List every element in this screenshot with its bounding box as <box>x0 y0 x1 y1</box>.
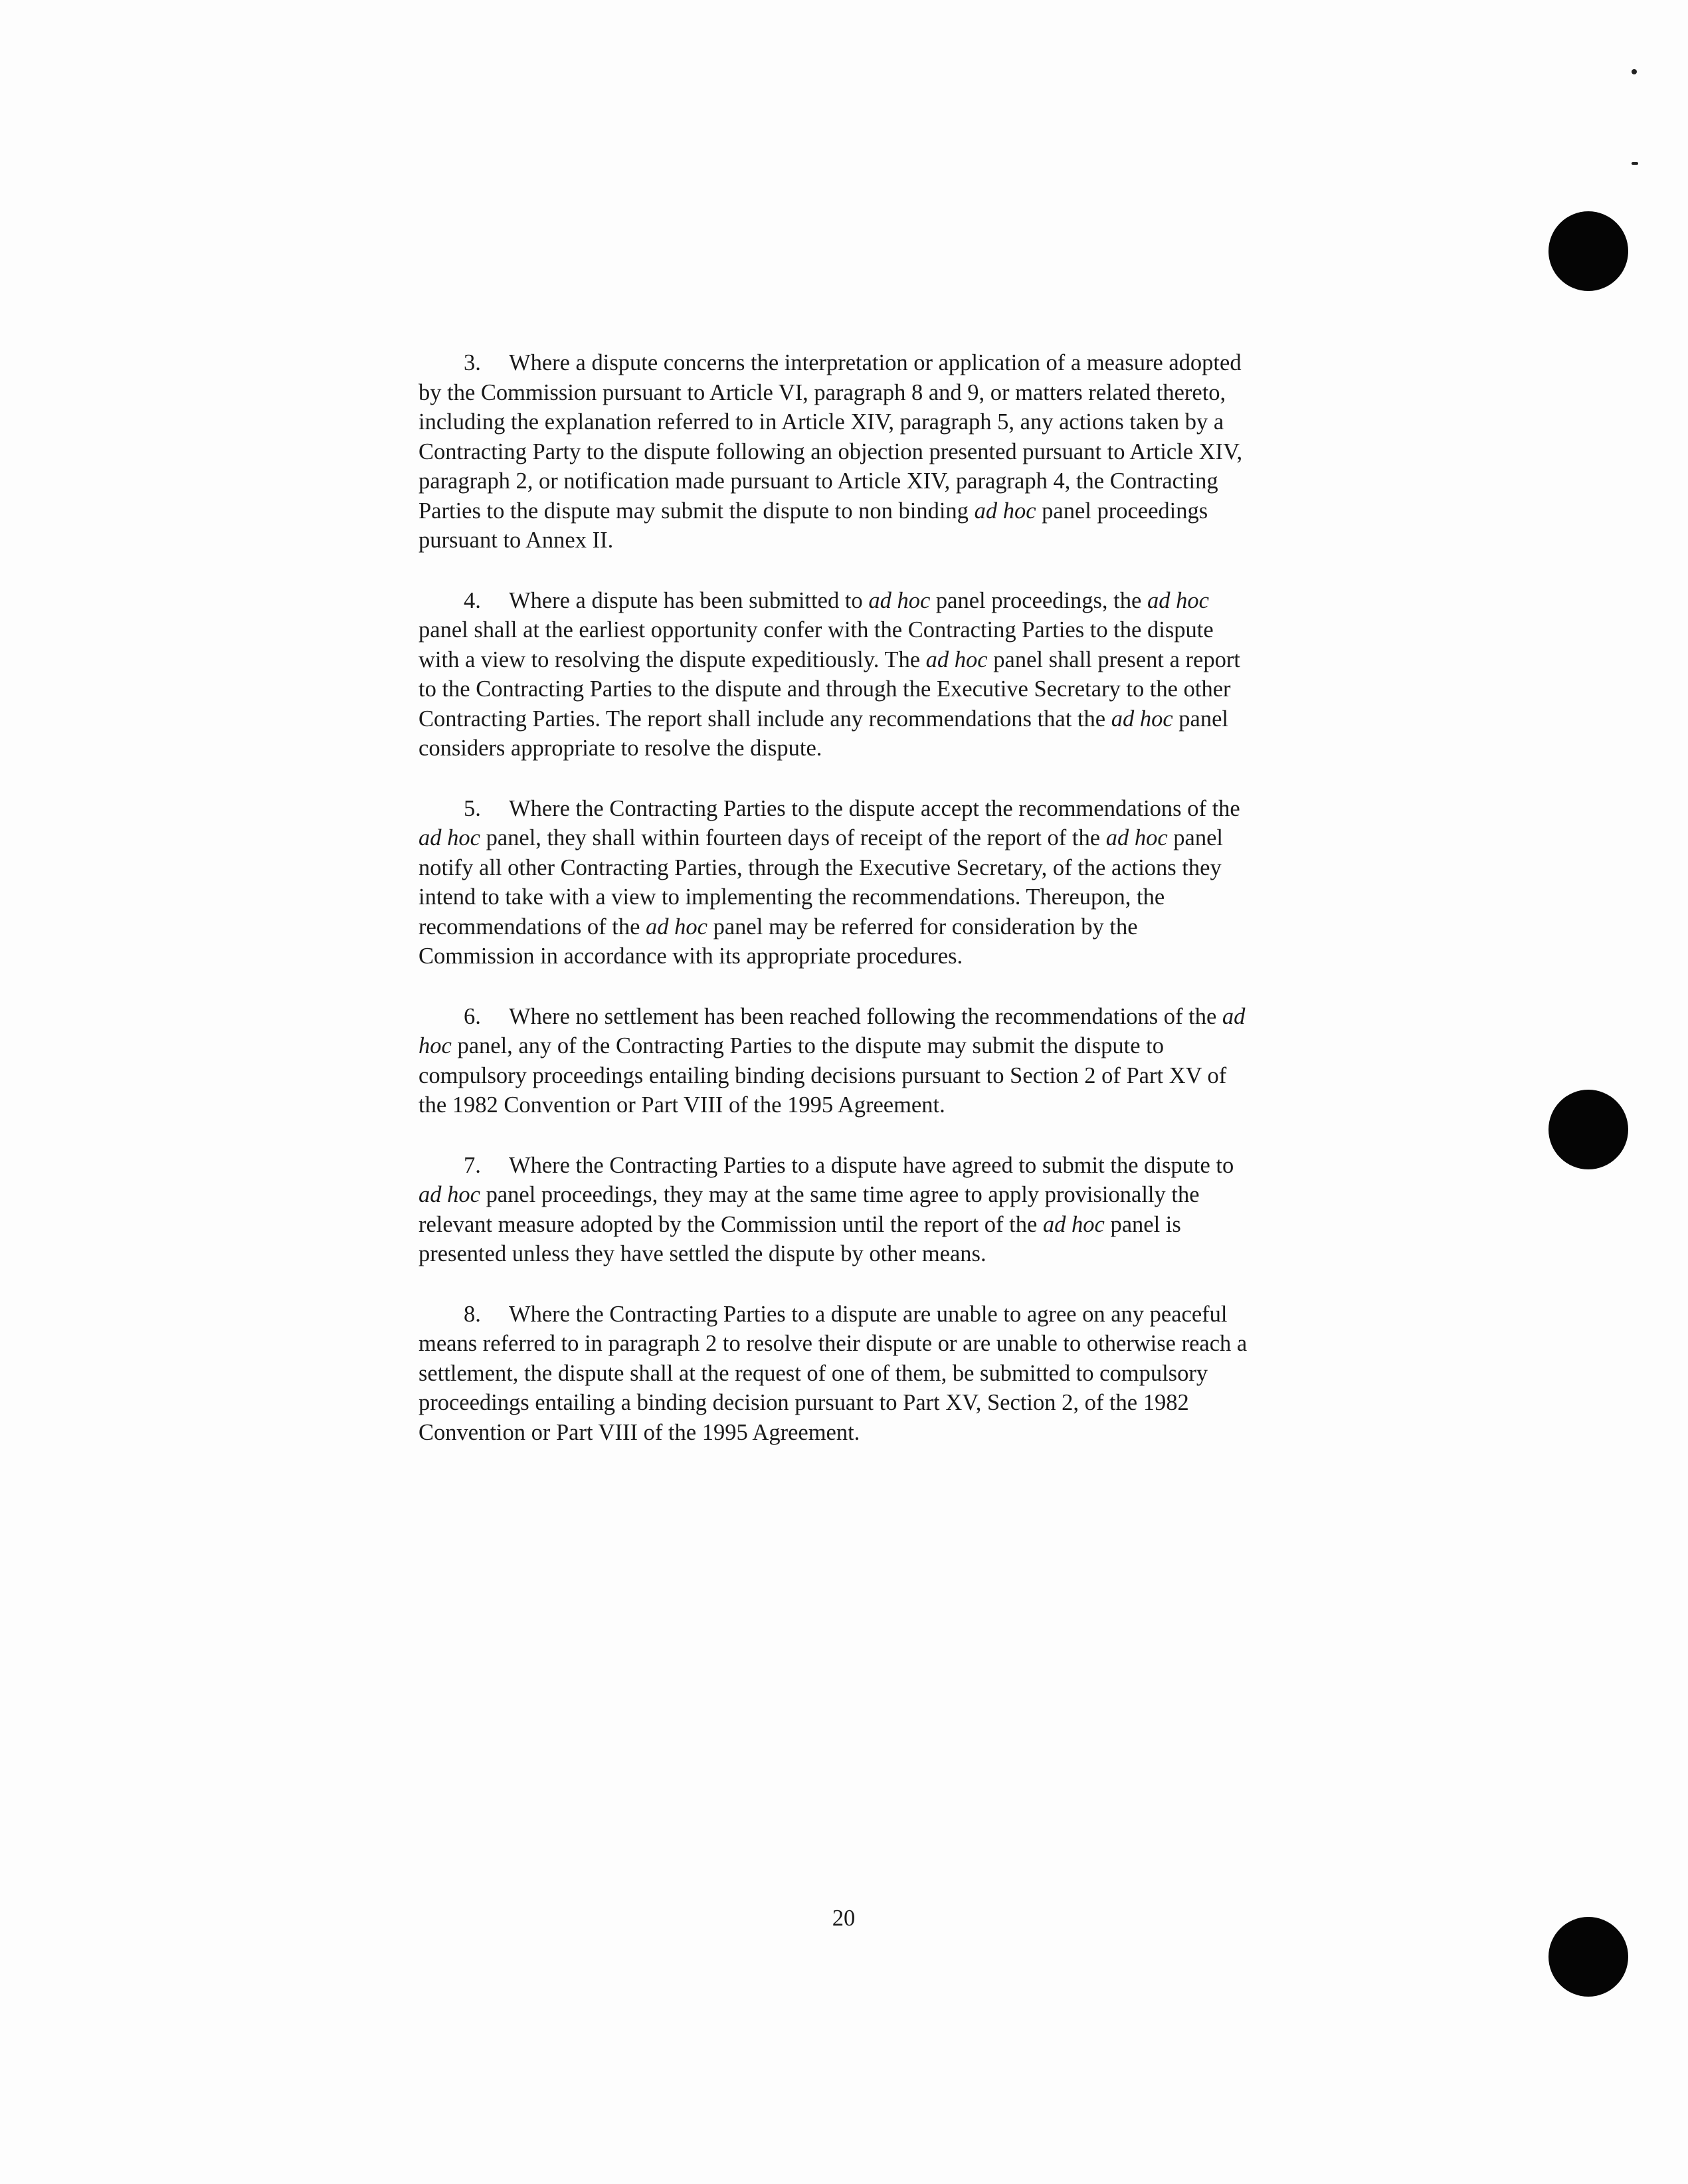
paragraph-text: Where a dispute has been submitted to <box>509 587 869 613</box>
paragraph-text: panel considers appropriate to resolve the dispute. <box>419 706 1228 761</box>
paragraph-text: Where the Contracting Parties to a dispute are unable to agree on any peaceful means referred to in paragraph 2 to resolve their dispute or are unable to otherwise reach a settlement, the dispute shall at the request of one of them, be submitted to compulsory proceedings entailing a binding decision pursuant to Part XV, Section 2, of the 1982 Convention or Part VIII of the 1995 Agreement. <box>419 1301 1248 1445</box>
paragraph-text: Where the Contracting Parties to a dispute have agreed to submit the dispute to <box>509 1152 1234 1178</box>
scan-speck <box>1632 162 1638 165</box>
paragraph-3 <box>419 348 1257 555</box>
paragraph-text: panel may be referred for consideration by the Commission in accordance with its appropriate procedures. <box>419 914 1138 969</box>
italic-term: ad hoc <box>1042 1211 1105 1237</box>
page-number: 20 <box>832 1906 856 1931</box>
paragraph-text: panel, they shall within fourteen days of receipt of the report of the <box>480 825 1106 850</box>
paragraph-8 <box>419 1300 1257 1448</box>
italic-term: ad hoc <box>646 914 707 940</box>
paragraph-text: panel is presented unless they have settled the dispute by other means. <box>419 1211 1181 1266</box>
punch-hole-top <box>1548 211 1628 291</box>
paragraph-text: panel proceedings pursuant to Annex II. <box>419 498 1208 553</box>
paragraph-7 <box>419 1151 1257 1269</box>
paragraph-5 <box>419 794 1257 971</box>
scan-speck <box>1632 69 1637 74</box>
punch-hole-bottom <box>1548 1917 1628 1997</box>
italic-term: ad hoc <box>868 587 931 613</box>
paragraph-text: panel proceedings, they may at the same time agree to apply provisionally the relevant measure adopted by the Commission until the report of the <box>419 1182 1200 1237</box>
paragraph-text: Where no settlement has been reached following the recommendations of the <box>509 1003 1222 1029</box>
paragraph-number: 7. <box>464 1152 481 1178</box>
paragraph-4 <box>419 586 1257 763</box>
paragraph-6 <box>419 1002 1257 1120</box>
paragraph-text: panel shall present a report to the Contracting Parties to the dispute and through the Executive Secretary to the other Contracting Parties. The report shall include any recommendations that the <box>419 646 1240 732</box>
italic-term: ad hoc <box>419 1003 1246 1058</box>
italic-term: ad hoc <box>1105 825 1168 850</box>
paragraph-text: Where the Contracting Parties to the dispute accept the recommendations of the <box>509 795 1240 821</box>
paragraph-text: panel notify all other Contracting Parties, through the Executive Secretary, of the actions they intend to take with a view to implementing the recommendations. Thereupon, the recommendations of the <box>419 825 1223 940</box>
italic-term: ad hoc <box>419 825 480 850</box>
italic-term: ad hoc <box>1147 587 1209 613</box>
italic-term: ad hoc <box>419 1182 480 1207</box>
paragraph-text: panel shall at the earliest opportunity confer with the Contracting Parties to the dispute with a view to resolving the dispute expeditiously. The <box>419 617 1214 672</box>
paragraph-text: panel, any of the Contracting Parties to the dispute may submit the dispute to compulsory proceedings entailing binding decisions pursuant to Section 2 of Part XV of the 1982 Convention or Part VIII of the 1995 Agreement. <box>419 1033 1227 1118</box>
paragraph-text: Where a dispute concerns the interpretation or application of a measure adopted by the Commission pursuant to Article VI, paragraph 8 and 9, or matters related thereto, including the explanation referred to in Article XIV, paragraph 5, any actions taken by a Contracting Party to the dispute following an objection presented pursuant to Article XIV, paragraph 2, or notification made pursuant to Article XIV, paragraph 4, the Contracting Parties to the dispute may submit the dispute to non binding <box>419 350 1243 524</box>
italic-term: ad hoc <box>1111 706 1173 732</box>
italic-term: ad hoc <box>974 498 1036 524</box>
paragraph-number: 5. <box>464 795 481 821</box>
paragraph-number: 4. <box>464 587 481 613</box>
punch-hole-middle <box>1548 1090 1628 1169</box>
paragraph-number: 6. <box>464 1003 481 1029</box>
paragraph-number: 8. <box>464 1301 481 1327</box>
document-body <box>419 348 1257 1478</box>
paragraph-text: panel proceedings, the <box>930 587 1147 613</box>
italic-term: ad hoc <box>925 646 988 672</box>
paragraph-number: 3. <box>464 350 481 375</box>
